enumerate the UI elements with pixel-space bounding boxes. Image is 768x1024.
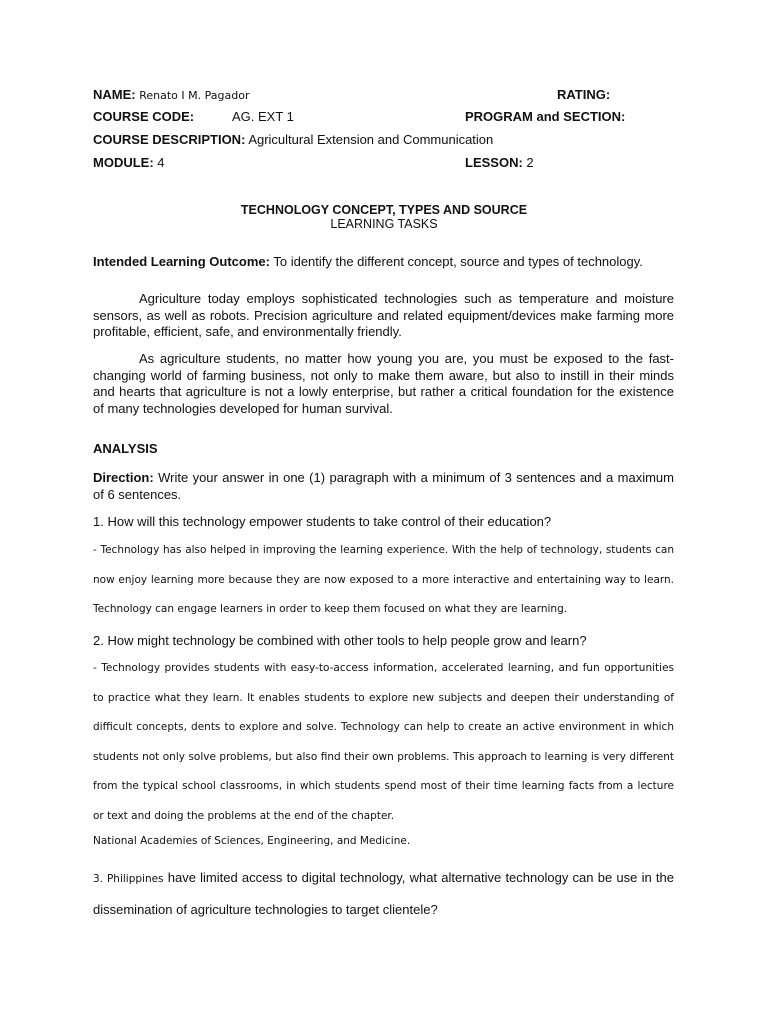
name-label: NAME:	[93, 87, 136, 102]
question-1: 1. How will this technology empower students to take control of their education?	[93, 514, 552, 529]
lesson-value: 2	[526, 155, 534, 170]
lesson-line	[465, 155, 534, 171]
program-line	[465, 109, 625, 125]
course-code-value-line	[232, 109, 294, 125]
name-value: Renato I M. Pagador	[139, 89, 250, 102]
direction	[93, 470, 674, 503]
answer-1: - Technology has also helped in improving the learning experience. With the help of technology, students can now enjoy learning more because they are now exposed to a more interactive and entertaining way to learn. Technology can engage learners in order to keep them focused on what they are learning.	[93, 544, 674, 616]
rating-line	[557, 87, 610, 103]
rating-label: RATING:	[557, 87, 611, 102]
intended-learning-outcome	[93, 254, 674, 271]
document-subtitle: LEARNING TASKS	[330, 217, 438, 231]
question-2: 2. How might technology be combined with other tools to help people grow and learn?	[93, 633, 587, 648]
course-description-line	[93, 132, 493, 148]
answer-2: - Technology provides students with easy-to-access information, accelerated learning, and fun opportunities to practice what they learn. It enables students to explore new subjects and deepen their understanding of difficult concepts, dents to explore and solve. Technology can help to create an active environment in which students not only solve problems, but also find their own problems. This approach to learning is very different from the typical school classrooms, in which students spend most of their time learning facts from a lecture or text and doing the problems at the end of the chapter.	[93, 662, 674, 822]
direction-label: Direction:	[93, 470, 154, 485]
document-title: TECHNOLOGY CONCEPT, TYPES AND SOURCE	[240, 203, 528, 217]
question-3	[93, 863, 674, 924]
citation: National Academies of Sciences, Engineering, and Medicine.	[93, 835, 411, 847]
paragraph-2: As agriculture students, no matter how young you are, you must be exposed to the fast-changing world of farming business, not only to make them aware, but also to instill in their minds and hearts that agriculture is not a lowly enterprise, but rather a critical foundation for the existence of many technologies developed for human survival.	[93, 351, 674, 416]
course-description-value: Agricultural Extension and Communication	[248, 132, 494, 147]
ilo-text: To identify the different concept, source and types of technology.	[273, 254, 643, 269]
analysis-heading: ANALYSIS	[93, 441, 158, 456]
paragraph-1: Agriculture today employs sophisticated technologies such as temperature and moisture sensors, as well as robots. Precision agriculture and related equipment/devices make farming more profitable, efficient, safe, and environmentally friendly.	[93, 291, 674, 339]
direction-text: Write your answer in one (1) paragraph with a minimum of 3 sentences and a maximum of 6 sentences.	[93, 470, 674, 502]
lesson-label: LESSON:	[465, 155, 523, 170]
course-code-label: COURSE CODE:	[93, 109, 195, 124]
name-line	[93, 87, 249, 104]
question-3-text: have limited access to digital technology, what alternative technology can be use in the dissemination of agriculture technologies to target clientele?	[93, 870, 674, 917]
course-code-label-line	[93, 109, 194, 125]
course-code-value: AG. EXT 1	[232, 109, 294, 124]
module-line	[93, 155, 165, 171]
course-description-label: COURSE DESCRIPTION:	[93, 132, 246, 147]
module-value: 4	[157, 155, 165, 170]
question-3-prefix: 3. Philippines	[93, 873, 164, 885]
program-label: PROGRAM and SECTION:	[465, 109, 626, 124]
module-label: MODULE:	[93, 155, 154, 170]
ilo-label: Intended Learning Outcome:	[93, 254, 270, 269]
